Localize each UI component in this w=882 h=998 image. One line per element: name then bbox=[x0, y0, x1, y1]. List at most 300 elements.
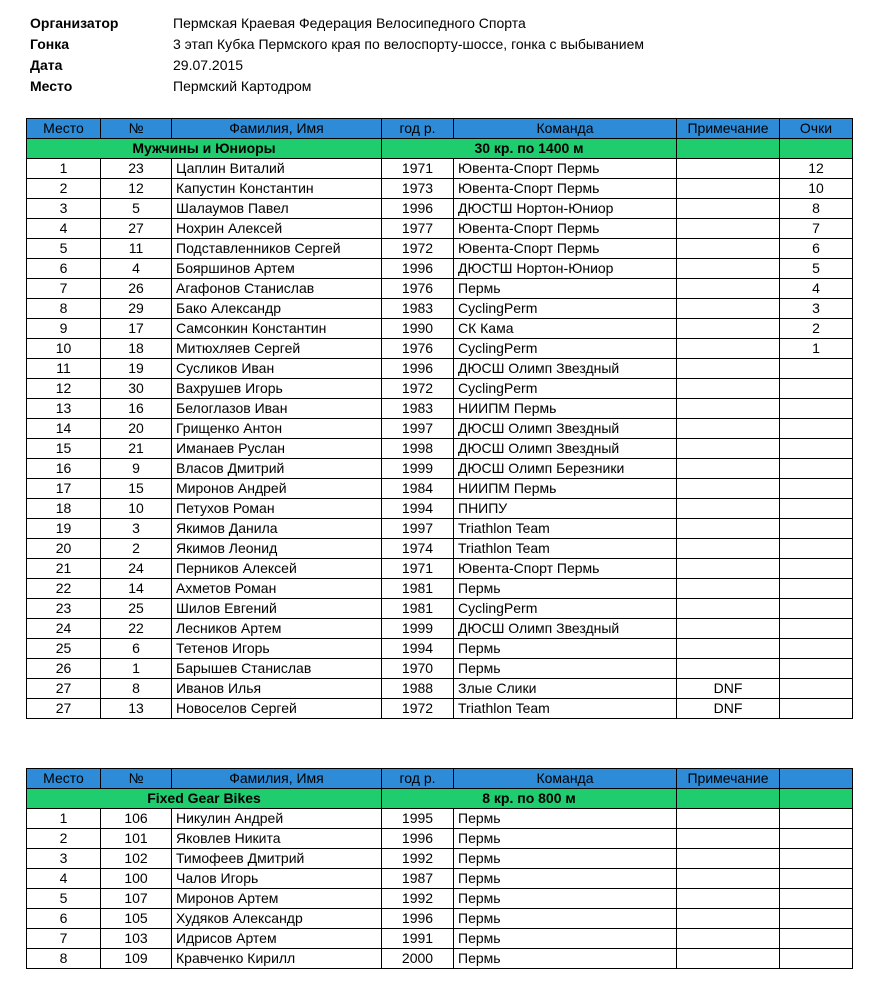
cell-team: Пермь bbox=[454, 849, 677, 869]
group-cell-empty bbox=[780, 789, 853, 809]
cell-team: ДЮСШ Олимп Звездный bbox=[454, 419, 677, 439]
cell-place: 7 bbox=[27, 279, 101, 299]
cell-team: Ювента-Спорт Пермь bbox=[454, 559, 677, 579]
cell-name: Сусликов Иван bbox=[172, 359, 382, 379]
cell-number: 100 bbox=[101, 869, 172, 889]
cell-note bbox=[677, 929, 780, 949]
cell-points bbox=[780, 459, 853, 479]
cell-year: 1981 bbox=[382, 579, 454, 599]
cell-place: 15 bbox=[27, 439, 101, 459]
table-row bbox=[27, 699, 853, 719]
cell-team: Пермь bbox=[454, 279, 677, 299]
cell-points bbox=[780, 599, 853, 619]
cell-note bbox=[677, 559, 780, 579]
cell-points bbox=[780, 399, 853, 419]
cell-note bbox=[677, 909, 780, 929]
cell-note bbox=[677, 339, 780, 359]
cell-points bbox=[780, 379, 853, 399]
cell-number: 20 bbox=[101, 419, 172, 439]
table-row bbox=[27, 809, 853, 829]
cell-year: 1995 bbox=[382, 809, 454, 829]
results-table-fixed-gear bbox=[26, 768, 853, 969]
cell-note bbox=[677, 579, 780, 599]
table-row bbox=[27, 219, 853, 239]
cell-place: 18 bbox=[27, 499, 101, 519]
cell-number: 109 bbox=[101, 949, 172, 969]
cell-note bbox=[677, 849, 780, 869]
cell-year: 1972 bbox=[382, 379, 454, 399]
cell-year: 1976 bbox=[382, 339, 454, 359]
cell-team: Пермь bbox=[454, 809, 677, 829]
cell-points: 4 bbox=[780, 279, 853, 299]
table-row bbox=[27, 359, 853, 379]
table-row bbox=[27, 849, 853, 869]
cell-points: 6 bbox=[780, 239, 853, 259]
table-row bbox=[27, 909, 853, 929]
cell-number: 11 bbox=[101, 239, 172, 259]
info-row-date bbox=[30, 55, 644, 76]
cell-name: Цаплин Виталий bbox=[172, 159, 382, 179]
cell-name: Бояршинов Артем bbox=[172, 259, 382, 279]
cell-note bbox=[677, 809, 780, 829]
cell-place: 8 bbox=[27, 299, 101, 319]
table-row bbox=[27, 319, 853, 339]
table-row bbox=[27, 579, 853, 599]
cell-points bbox=[780, 869, 853, 889]
cell-note bbox=[677, 599, 780, 619]
cell-name: Грищенко Антон bbox=[172, 419, 382, 439]
cell-note bbox=[677, 829, 780, 849]
cell-team: Пермь bbox=[454, 659, 677, 679]
cell-note bbox=[677, 179, 780, 199]
cell-points bbox=[780, 479, 853, 499]
cell-year: 1971 bbox=[382, 559, 454, 579]
cell-name: Власов Дмитрий bbox=[172, 459, 382, 479]
cell-name: Худяков Александр bbox=[172, 909, 382, 929]
cell-number: 26 bbox=[101, 279, 172, 299]
cell-year: 1999 bbox=[382, 619, 454, 639]
cell-year: 1983 bbox=[382, 299, 454, 319]
cell-note bbox=[677, 659, 780, 679]
cell-number: 30 bbox=[101, 379, 172, 399]
cell-points bbox=[780, 699, 853, 719]
table-row bbox=[27, 259, 853, 279]
cell-team: ДЮСТШ Нортон-Юниор bbox=[454, 259, 677, 279]
cell-team: CyclingPerm bbox=[454, 299, 677, 319]
group-distance: 30 кр. по 1400 м bbox=[382, 139, 677, 159]
cell-number: 9 bbox=[101, 459, 172, 479]
cell-place: 9 bbox=[27, 319, 101, 339]
table-row bbox=[27, 949, 853, 969]
cell-place: 17 bbox=[27, 479, 101, 499]
cell-team: ДЮСШ Олимп Березники bbox=[454, 459, 677, 479]
cell-name: Яковлев Никита bbox=[172, 829, 382, 849]
group-row bbox=[27, 789, 853, 809]
cell-team: Пермь bbox=[454, 639, 677, 659]
cell-number: 25 bbox=[101, 599, 172, 619]
cell-year: 1981 bbox=[382, 599, 454, 619]
cell-place: 22 bbox=[27, 579, 101, 599]
cell-points bbox=[780, 439, 853, 459]
cell-points bbox=[780, 619, 853, 639]
info-row-organizer bbox=[30, 13, 644, 34]
cell-team: Пермь bbox=[454, 579, 677, 599]
cell-points bbox=[780, 499, 853, 519]
table-row bbox=[27, 499, 853, 519]
cell-name: Шалаумов Павел bbox=[172, 199, 382, 219]
cell-note bbox=[677, 219, 780, 239]
cell-name: Ахметов Роман bbox=[172, 579, 382, 599]
cell-number: 101 bbox=[101, 829, 172, 849]
cell-name: Лесников Артем bbox=[172, 619, 382, 639]
cell-note bbox=[677, 459, 780, 479]
table-header-row bbox=[27, 769, 853, 789]
cell-place: 11 bbox=[27, 359, 101, 379]
cell-year: 1996 bbox=[382, 259, 454, 279]
cell-place: 25 bbox=[27, 639, 101, 659]
group-name: Fixed Gear Bikes bbox=[27, 789, 382, 809]
cell-note bbox=[677, 359, 780, 379]
cell-note bbox=[677, 479, 780, 499]
cell-note: DNF bbox=[677, 679, 780, 699]
cell-team: НИИПМ Пермь bbox=[454, 399, 677, 419]
cell-number: 27 bbox=[101, 219, 172, 239]
col-header-name: Фамилия, Имя bbox=[172, 769, 382, 789]
cell-points bbox=[780, 519, 853, 539]
cell-year: 1998 bbox=[382, 439, 454, 459]
cell-team: Пермь bbox=[454, 949, 677, 969]
table-row bbox=[27, 379, 853, 399]
cell-year: 1992 bbox=[382, 889, 454, 909]
table-row bbox=[27, 279, 853, 299]
cell-team: ДЮСТШ Нортон-Юниор bbox=[454, 199, 677, 219]
group-distance: 8 кр. по 800 м bbox=[382, 789, 677, 809]
cell-note bbox=[677, 499, 780, 519]
cell-note bbox=[677, 869, 780, 889]
cell-year: 1972 bbox=[382, 699, 454, 719]
cell-number: 17 bbox=[101, 319, 172, 339]
cell-place: 6 bbox=[27, 909, 101, 929]
col-header-points: Очки bbox=[780, 119, 853, 139]
col-header-note: Примечание bbox=[677, 119, 780, 139]
cell-points: 3 bbox=[780, 299, 853, 319]
cell-place: 1 bbox=[27, 159, 101, 179]
cell-number: 106 bbox=[101, 809, 172, 829]
cell-year: 1996 bbox=[382, 909, 454, 929]
table-row bbox=[27, 869, 853, 889]
cell-year: 1987 bbox=[382, 869, 454, 889]
cell-place: 19 bbox=[27, 519, 101, 539]
cell-name: Подставленников Сергей bbox=[172, 239, 382, 259]
col-header-year: год р. bbox=[382, 119, 454, 139]
cell-place: 23 bbox=[27, 599, 101, 619]
cell-year: 1999 bbox=[382, 459, 454, 479]
cell-note bbox=[677, 419, 780, 439]
cell-name: Якимов Леонид bbox=[172, 539, 382, 559]
group-row bbox=[27, 139, 853, 159]
cell-place: 4 bbox=[27, 869, 101, 889]
cell-place: 26 bbox=[27, 659, 101, 679]
cell-place: 27 bbox=[27, 679, 101, 699]
cell-year: 1996 bbox=[382, 359, 454, 379]
cell-place: 2 bbox=[27, 829, 101, 849]
table-row bbox=[27, 479, 853, 499]
cell-note bbox=[677, 159, 780, 179]
col-header-year: год р. bbox=[382, 769, 454, 789]
cell-points: 5 bbox=[780, 259, 853, 279]
cell-name: Вахрушев Игорь bbox=[172, 379, 382, 399]
cell-name: Иманаев Руслан bbox=[172, 439, 382, 459]
cell-year: 1977 bbox=[382, 219, 454, 239]
cell-place: 27 bbox=[27, 699, 101, 719]
table-row bbox=[27, 599, 853, 619]
info-label: Дата bbox=[30, 57, 63, 73]
cell-note: DNF bbox=[677, 699, 780, 719]
info-value: 29.07.2015 bbox=[173, 57, 244, 73]
cell-number: 6 bbox=[101, 639, 172, 659]
cell-name: Миронов Артем bbox=[172, 889, 382, 909]
cell-team: ПНИПУ bbox=[454, 499, 677, 519]
cell-points: 1 bbox=[780, 339, 853, 359]
cell-note bbox=[677, 949, 780, 969]
cell-place: 24 bbox=[27, 619, 101, 639]
cell-year: 1990 bbox=[382, 319, 454, 339]
cell-place: 4 bbox=[27, 219, 101, 239]
results-table-men bbox=[26, 118, 853, 719]
table-row bbox=[27, 439, 853, 459]
cell-number: 16 bbox=[101, 399, 172, 419]
cell-points bbox=[780, 419, 853, 439]
cell-number: 19 bbox=[101, 359, 172, 379]
cell-points bbox=[780, 579, 853, 599]
table-row bbox=[27, 829, 853, 849]
cell-number: 15 bbox=[101, 479, 172, 499]
cell-year: 1972 bbox=[382, 239, 454, 259]
cell-team: Пермь bbox=[454, 889, 677, 909]
cell-points: 8 bbox=[780, 199, 853, 219]
table-row bbox=[27, 559, 853, 579]
cell-place: 5 bbox=[27, 239, 101, 259]
cell-year: 1971 bbox=[382, 159, 454, 179]
cell-number: 103 bbox=[101, 929, 172, 949]
table-row bbox=[27, 239, 853, 259]
cell-number: 2 bbox=[101, 539, 172, 559]
cell-year: 1970 bbox=[382, 659, 454, 679]
cell-place: 5 bbox=[27, 889, 101, 909]
table-row bbox=[27, 339, 853, 359]
cell-points: 10 bbox=[780, 179, 853, 199]
group-cell-empty bbox=[677, 139, 780, 159]
info-row-race bbox=[30, 34, 644, 55]
cell-team: Пермь bbox=[454, 829, 677, 849]
cell-note bbox=[677, 199, 780, 219]
cell-place: 3 bbox=[27, 849, 101, 869]
info-value: Пермский Картодром bbox=[173, 78, 312, 94]
table-row bbox=[27, 679, 853, 699]
col-header-number: № bbox=[101, 769, 172, 789]
cell-points bbox=[780, 659, 853, 679]
cell-name: Кравченко Кирилл bbox=[172, 949, 382, 969]
cell-place: 20 bbox=[27, 539, 101, 559]
col-header-place: Место bbox=[27, 769, 101, 789]
cell-name: Тетенов Игорь bbox=[172, 639, 382, 659]
cell-team: Пермь bbox=[454, 909, 677, 929]
cell-year: 1996 bbox=[382, 199, 454, 219]
cell-team: Пермь bbox=[454, 869, 677, 889]
cell-name: Белоглазов Иван bbox=[172, 399, 382, 419]
info-label: Место bbox=[30, 78, 73, 94]
cell-place: 3 bbox=[27, 199, 101, 219]
table-row bbox=[27, 459, 853, 479]
info-label: Гонка bbox=[30, 36, 70, 52]
cell-number: 18 bbox=[101, 339, 172, 359]
cell-note bbox=[677, 299, 780, 319]
table-row bbox=[27, 419, 853, 439]
cell-team: ДЮСШ Олимп Звездный bbox=[454, 359, 677, 379]
cell-team: Злые Слики bbox=[454, 679, 677, 699]
cell-points: 7 bbox=[780, 219, 853, 239]
cell-place: 2 bbox=[27, 179, 101, 199]
cell-number: 105 bbox=[101, 909, 172, 929]
cell-place: 21 bbox=[27, 559, 101, 579]
cell-points: 2 bbox=[780, 319, 853, 339]
cell-number: 14 bbox=[101, 579, 172, 599]
cell-number: 8 bbox=[101, 679, 172, 699]
cell-note bbox=[677, 239, 780, 259]
cell-note bbox=[677, 619, 780, 639]
cell-note bbox=[677, 319, 780, 339]
table-row bbox=[27, 929, 853, 949]
cell-number: 102 bbox=[101, 849, 172, 869]
cell-name: Митюхляев Сергей bbox=[172, 339, 382, 359]
cell-year: 1988 bbox=[382, 679, 454, 699]
cell-name: Шилов Евгений bbox=[172, 599, 382, 619]
cell-place: 14 bbox=[27, 419, 101, 439]
cell-year: 1991 bbox=[382, 929, 454, 949]
cell-points bbox=[780, 539, 853, 559]
cell-team: Пермь bbox=[454, 929, 677, 949]
cell-note bbox=[677, 539, 780, 559]
cell-team: Ювента-Спорт Пермь bbox=[454, 179, 677, 199]
cell-name: Барышев Станислав bbox=[172, 659, 382, 679]
cell-team: CyclingPerm bbox=[454, 599, 677, 619]
cell-points bbox=[780, 929, 853, 949]
table-row bbox=[27, 539, 853, 559]
cell-name: Миронов Андрей bbox=[172, 479, 382, 499]
cell-points bbox=[780, 909, 853, 929]
cell-note bbox=[677, 279, 780, 299]
cell-points bbox=[780, 809, 853, 829]
cell-number: 29 bbox=[101, 299, 172, 319]
cell-number: 21 bbox=[101, 439, 172, 459]
cell-number: 3 bbox=[101, 519, 172, 539]
col-header-number: № bbox=[101, 119, 172, 139]
group-cell-empty bbox=[677, 789, 780, 809]
cell-note bbox=[677, 889, 780, 909]
table-row bbox=[27, 889, 853, 909]
cell-name: Капустин Константин bbox=[172, 179, 382, 199]
cell-name: Чалов Игорь bbox=[172, 869, 382, 889]
cell-name: Петухов Роман bbox=[172, 499, 382, 519]
cell-name: Перников Алексей bbox=[172, 559, 382, 579]
cell-number: 1 bbox=[101, 659, 172, 679]
cell-note bbox=[677, 379, 780, 399]
info-value: Пермская Краевая Федерация Велосипедного Спорта bbox=[173, 15, 526, 31]
cell-team: Triathlon Team bbox=[454, 519, 677, 539]
table-row bbox=[27, 619, 853, 639]
cell-name: Нохрин Алексей bbox=[172, 219, 382, 239]
table-header-row bbox=[27, 119, 853, 139]
cell-place: 1 bbox=[27, 809, 101, 829]
table-row bbox=[27, 399, 853, 419]
cell-team: ДЮСШ Олимп Звездный bbox=[454, 619, 677, 639]
cell-number: 12 bbox=[101, 179, 172, 199]
col-header-place: Место bbox=[27, 119, 101, 139]
cell-number: 4 bbox=[101, 259, 172, 279]
table-row bbox=[27, 179, 853, 199]
cell-place: 10 bbox=[27, 339, 101, 359]
cell-team: Ювента-Спорт Пермь bbox=[454, 219, 677, 239]
cell-points bbox=[780, 889, 853, 909]
cell-points bbox=[780, 949, 853, 969]
table-row bbox=[27, 639, 853, 659]
col-header-team: Команда bbox=[454, 769, 677, 789]
table-row bbox=[27, 199, 853, 219]
cell-name: Никулин Андрей bbox=[172, 809, 382, 829]
cell-place: 16 bbox=[27, 459, 101, 479]
cell-number: 13 bbox=[101, 699, 172, 719]
cell-name: Иванов Илья bbox=[172, 679, 382, 699]
cell-year: 2000 bbox=[382, 949, 454, 969]
cell-year: 1973 bbox=[382, 179, 454, 199]
cell-name: Самсонкин Константин bbox=[172, 319, 382, 339]
cell-points bbox=[780, 559, 853, 579]
cell-year: 1997 bbox=[382, 519, 454, 539]
cell-place: 13 bbox=[27, 399, 101, 419]
cell-team: ДЮСШ Олимп Звездный bbox=[454, 439, 677, 459]
cell-name: Агафонов Станислав bbox=[172, 279, 382, 299]
cell-name: Тимофеев Дмитрий bbox=[172, 849, 382, 869]
cell-place: 12 bbox=[27, 379, 101, 399]
info-value: 3 этап Кубка Пермского края по велоспорту-шоссе, гонка с выбыванием bbox=[173, 36, 644, 52]
table-row bbox=[27, 159, 853, 179]
info-row-place bbox=[30, 76, 644, 97]
cell-number: 10 bbox=[101, 499, 172, 519]
cell-year: 1997 bbox=[382, 419, 454, 439]
cell-points bbox=[780, 679, 853, 699]
cell-points bbox=[780, 849, 853, 869]
cell-points: 12 bbox=[780, 159, 853, 179]
cell-team: СК Кама bbox=[454, 319, 677, 339]
cell-number: 107 bbox=[101, 889, 172, 909]
cell-number: 22 bbox=[101, 619, 172, 639]
cell-team: CyclingPerm bbox=[454, 379, 677, 399]
cell-place: 6 bbox=[27, 259, 101, 279]
event-info bbox=[30, 13, 644, 97]
cell-team: НИИПМ Пермь bbox=[454, 479, 677, 499]
cell-year: 1976 bbox=[382, 279, 454, 299]
cell-number: 5 bbox=[101, 199, 172, 219]
cell-year: 1994 bbox=[382, 639, 454, 659]
col-header-name: Фамилия, Имя bbox=[172, 119, 382, 139]
col-header-note: Примечание bbox=[677, 769, 780, 789]
group-name: Мужчины и Юниоры bbox=[27, 139, 382, 159]
cell-year: 1992 bbox=[382, 849, 454, 869]
cell-number: 24 bbox=[101, 559, 172, 579]
col-header-empty bbox=[780, 769, 853, 789]
cell-team: Ювента-Спорт Пермь bbox=[454, 239, 677, 259]
table-row bbox=[27, 519, 853, 539]
